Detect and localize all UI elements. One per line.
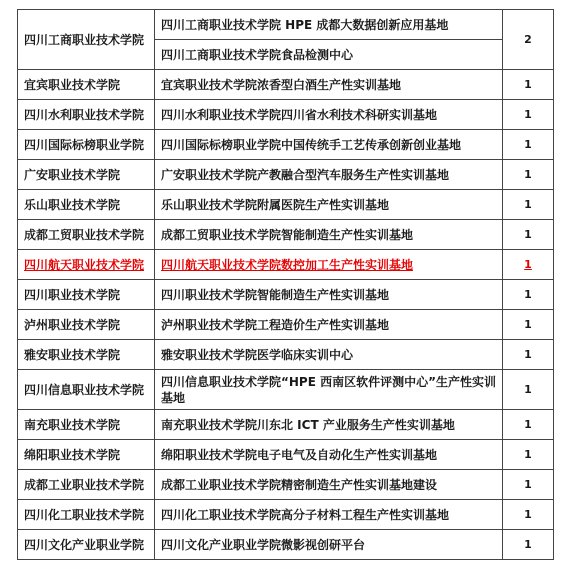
count-cell bbox=[503, 100, 554, 130]
base-cell bbox=[155, 340, 503, 370]
table-row bbox=[18, 340, 554, 370]
count-cell-text: 1 bbox=[524, 537, 532, 551]
count-cell bbox=[503, 220, 554, 250]
school-cell bbox=[18, 220, 155, 250]
school-cell-text: 四川职业技术学院 bbox=[24, 287, 121, 302]
count-cell bbox=[503, 410, 554, 440]
base-cell bbox=[155, 410, 503, 440]
school-cell bbox=[18, 500, 155, 530]
base-cell-text: 广安职业技术学院产教融合型汽车服务生产性实训基地 bbox=[161, 167, 450, 182]
table-row bbox=[18, 310, 554, 340]
school-cell-text: 雅安职业技术学院 bbox=[24, 347, 121, 362]
count-cell-text: 1 bbox=[524, 257, 532, 271]
table-row bbox=[18, 70, 554, 100]
table-row bbox=[18, 470, 554, 500]
base-cell-text: 四川航天职业技术学院数控加工生产性实训基地 bbox=[161, 257, 414, 272]
table-body bbox=[18, 10, 554, 560]
count-cell-text: 1 bbox=[524, 227, 532, 241]
school-cell bbox=[18, 100, 155, 130]
count-cell-text: 1 bbox=[524, 107, 532, 121]
table-row bbox=[18, 220, 554, 250]
school-cell-text: 宜宾职业技术学院 bbox=[24, 77, 121, 92]
table-row bbox=[18, 530, 554, 560]
base-cell-text: 四川工商职业技术学院食品检测中心 bbox=[161, 47, 354, 62]
base-cell bbox=[155, 100, 503, 130]
school-cell bbox=[18, 130, 155, 160]
school-cell-text: 四川信息职业技术学院 bbox=[24, 382, 145, 397]
base-cell bbox=[155, 280, 503, 310]
count-cell bbox=[503, 250, 554, 280]
school-cell-text: 成都工贸职业技术学院 bbox=[24, 227, 145, 242]
school-cell-text: 四川航天职业技术学院 bbox=[24, 257, 145, 272]
school-cell bbox=[18, 340, 155, 370]
base-cell bbox=[155, 10, 503, 40]
count-cell bbox=[503, 530, 554, 560]
school-cell bbox=[18, 370, 155, 410]
count-cell-text: 1 bbox=[524, 382, 532, 396]
table-row bbox=[18, 100, 554, 130]
school-cell bbox=[18, 310, 155, 340]
school-cell bbox=[18, 190, 155, 220]
base-cell-text: 成都工贸职业技术学院智能制造生产性实训基地 bbox=[161, 227, 414, 242]
count-cell-text: 1 bbox=[524, 417, 532, 431]
school-cell bbox=[18, 10, 155, 70]
base-cell bbox=[155, 160, 503, 190]
count-cell-text: 1 bbox=[524, 197, 532, 211]
school-cell-text: 四川工商职业技术学院 bbox=[24, 32, 145, 47]
school-cell-text: 四川水利职业技术学院 bbox=[24, 107, 145, 122]
base-cell bbox=[155, 370, 503, 410]
count-cell bbox=[503, 500, 554, 530]
count-cell bbox=[503, 70, 554, 100]
school-cell-text: 成都工业职业技术学院 bbox=[24, 477, 145, 492]
base-cell bbox=[155, 250, 503, 280]
training-base-table bbox=[17, 9, 554, 560]
base-cell-text: 绵阳职业技术学院电子电气及自动化生产性实训基地 bbox=[161, 447, 438, 462]
count-cell bbox=[503, 280, 554, 310]
table-row bbox=[18, 130, 554, 160]
count-cell bbox=[503, 470, 554, 500]
base-cell-text: 四川工商职业技术学院 HPE 成都大数据创新应用基地 bbox=[161, 17, 449, 32]
table-row bbox=[18, 160, 554, 190]
school-cell bbox=[18, 410, 155, 440]
count-cell bbox=[503, 160, 554, 190]
table-row bbox=[18, 10, 554, 40]
base-cell bbox=[155, 70, 503, 100]
base-cell-text: 成都工业职业技术学院精密制造生产性实训基地建设 bbox=[161, 477, 438, 492]
table-row bbox=[18, 370, 554, 410]
count-cell-text: 1 bbox=[524, 77, 532, 91]
count-cell bbox=[503, 130, 554, 160]
base-cell bbox=[155, 530, 503, 560]
base-cell-text: 四川文化产业职业学院微影视创研平台 bbox=[161, 537, 366, 552]
table-row bbox=[18, 250, 554, 280]
count-cell-text: 1 bbox=[524, 317, 532, 331]
base-cell-text: 乐山职业技术学院附属医院生产性实训基地 bbox=[161, 197, 390, 212]
school-cell bbox=[18, 280, 155, 310]
school-cell-text: 绵阳职业技术学院 bbox=[24, 447, 121, 462]
count-cell bbox=[503, 340, 554, 370]
school-cell-text: 泸州职业技术学院 bbox=[24, 317, 121, 332]
table-row bbox=[18, 440, 554, 470]
base-cell bbox=[155, 470, 503, 500]
count-cell bbox=[503, 370, 554, 410]
base-cell-text: 雅安职业技术学院医学临床实训中心 bbox=[161, 347, 354, 362]
base-cell-text: 泸州职业技术学院工程造价生产性实训基地 bbox=[161, 317, 390, 332]
school-cell-text: 南充职业技术学院 bbox=[24, 417, 121, 432]
base-cell bbox=[155, 130, 503, 160]
count-cell-text: 2 bbox=[524, 32, 532, 46]
base-cell-text: 南充职业技术学院川东北 ICT 产业服务生产性实训基地 bbox=[161, 417, 455, 432]
table-row bbox=[18, 500, 554, 530]
base-cell bbox=[155, 220, 503, 250]
count-cell-text: 1 bbox=[524, 477, 532, 491]
school-cell-text: 四川化工职业技术学院 bbox=[24, 507, 145, 522]
base-cell-text: 四川水利职业技术学院四川省水利技术科研实训基地 bbox=[161, 107, 438, 122]
school-cell-text: 四川文化产业职业学院 bbox=[24, 537, 145, 552]
count-cell bbox=[503, 10, 554, 70]
count-cell-text: 1 bbox=[524, 167, 532, 181]
table-row bbox=[18, 410, 554, 440]
count-cell bbox=[503, 190, 554, 220]
base-cell-text: 四川信息职业技术学院“HPE 西南区软件评测中心”生产性实训基地 bbox=[161, 374, 496, 405]
count-cell bbox=[503, 310, 554, 340]
table-row bbox=[18, 190, 554, 220]
school-cell-text: 广安职业技术学院 bbox=[24, 167, 121, 182]
count-cell-text: 1 bbox=[524, 137, 532, 151]
count-cell-text: 1 bbox=[524, 287, 532, 301]
count-cell-text: 1 bbox=[524, 347, 532, 361]
school-cell-text: 四川国际标榜职业学院 bbox=[24, 137, 145, 152]
school-cell bbox=[18, 440, 155, 470]
count-cell-text: 1 bbox=[524, 447, 532, 461]
base-cell bbox=[155, 440, 503, 470]
school-cell-text: 乐山职业技术学院 bbox=[24, 197, 121, 212]
base-cell-text: 四川职业技术学院智能制造生产性实训基地 bbox=[161, 287, 390, 302]
base-cell-text: 四川化工职业技术学院高分子材料工程生产性实训基地 bbox=[161, 507, 450, 522]
school-cell bbox=[18, 160, 155, 190]
base-cell bbox=[155, 310, 503, 340]
school-cell bbox=[18, 530, 155, 560]
count-cell-text: 1 bbox=[524, 507, 532, 521]
base-cell bbox=[155, 40, 503, 70]
school-cell bbox=[18, 470, 155, 500]
base-cell-text: 宜宾职业技术学院浓香型白酒生产性实训基地 bbox=[161, 77, 402, 92]
school-cell bbox=[18, 70, 155, 100]
school-cell bbox=[18, 250, 155, 280]
base-cell bbox=[155, 500, 503, 530]
table-row bbox=[18, 280, 554, 310]
base-cell-text: 四川国际标榜职业学院中国传统手工艺传承创新创业基地 bbox=[161, 137, 462, 152]
base-cell bbox=[155, 190, 503, 220]
count-cell bbox=[503, 440, 554, 470]
